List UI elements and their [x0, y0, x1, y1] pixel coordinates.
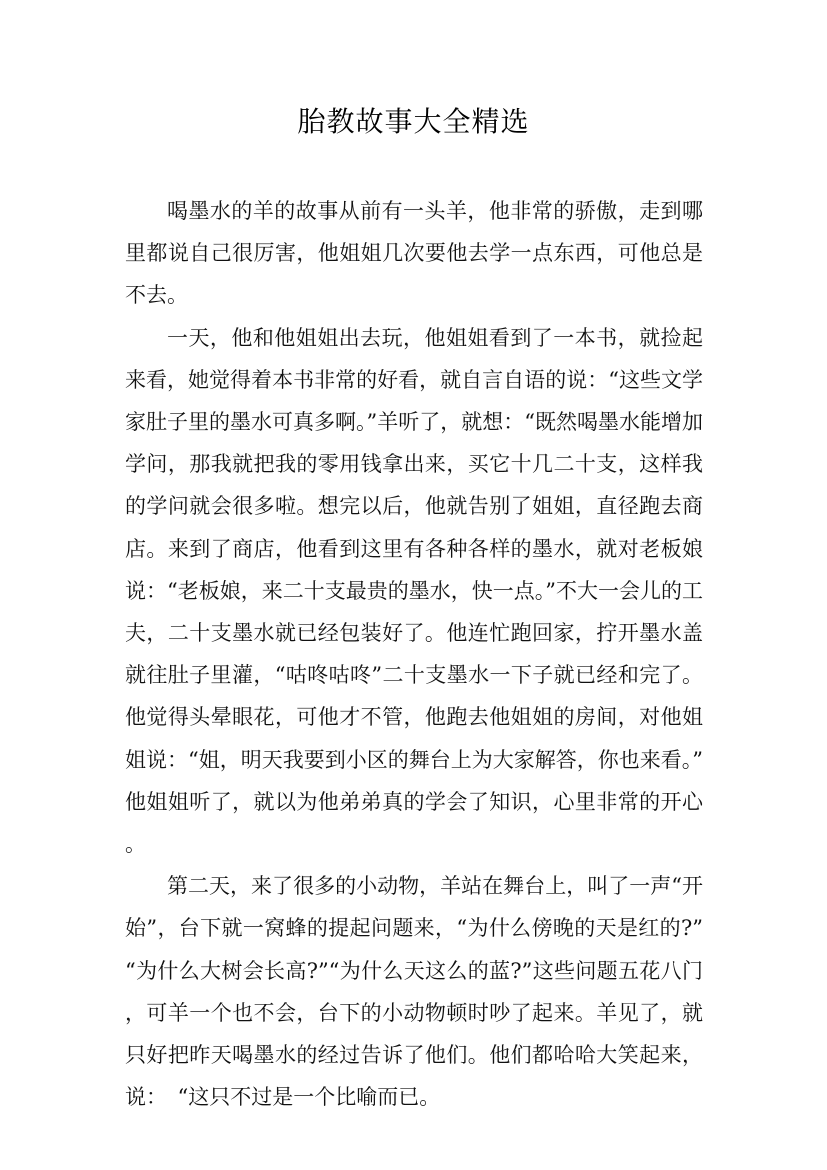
document-title: 胎教故事大全精选 — [297, 105, 530, 138]
paragraph-3: 第二天，来了很多的小动物，羊站在舞台上，叫了一声“开始”，台下就一窝蜂的提起问题来，“为什么傍晚的天是红的?”“为什么大树会长高?”“为什么天这么的蓝?”这些问题五花八门，可羊一个也不会，台下的小动物顿时吵了起来。羊见了，就只好把昨天喝墨水的经过告诉了他们。他们都哈哈大笑起来，说： “这只不过是一个比喻而已。 — [125, 874, 703, 1110]
paragraph-2: 一天，他和他姐姐出去玩，他姐姐看到了一本书，就捡起来看，她觉得着本书非常的好看，就自言自语的说：“这些文学家肚子里的墨水可真多啊。”羊听了，就想：“既然喝墨水能增加学问，那我就把我的零用钱拿出来，买它十几二十支，这样我的学问就会很多啦。想完以后，他就告别了姐姐，直径跑去商店。来到了商店，他看到这里有各种各样的墨水，就对老板娘说：“老板娘，来二十支最贵的墨水，快一点。”不大一会儿的工夫，二十支墨水就已经包装好了。他连忙跑回家，拧开墨水盖就往肚子里灌，“咕咚咕咚”二十支墨水一下子就已经和完了。他觉得头晕眼花，可他才不管，他跑去他姐姐的房间，对他姐姐说：“姐，明天我要到小区的舞台上为大家解答，你也来看。”他姐姐听了，就以为他弟弟真的学会了知识，心里非常的开心。 — [125, 325, 703, 857]
document-body — [125, 190, 703, 1118]
paragraph-1: 喝墨水的羊的故事从前有一头羊，他非常的骄傲，走到哪里都说自己很厉害，他姐姐几次要他去学一点东西，可他总是不去。 — [125, 199, 703, 308]
